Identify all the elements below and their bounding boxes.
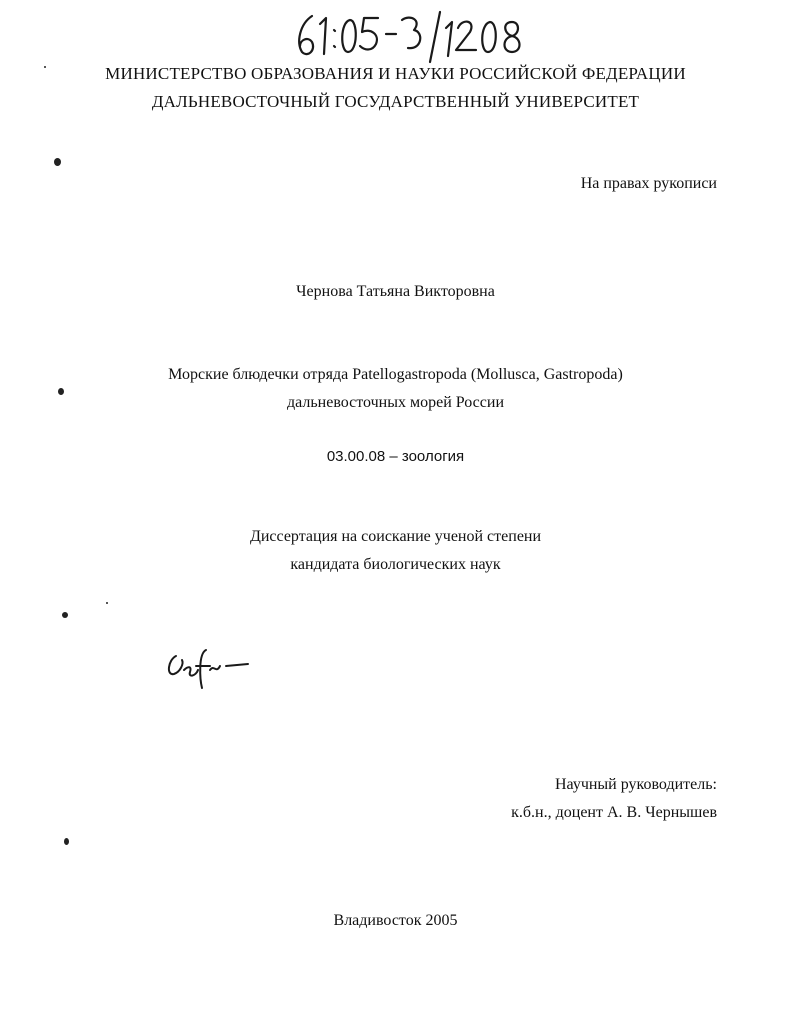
city-year: Владивосток 2005	[333, 912, 458, 929]
scan-speck	[64, 838, 69, 845]
advisor-name: к.б.н., доцент А. В. Чернышев	[511, 804, 717, 821]
scan-speck	[62, 612, 68, 618]
handwritten-archive-number	[290, 6, 530, 66]
scan-speck	[44, 66, 46, 68]
dissertation-title-line2: дальневосточных морей России	[286, 394, 504, 411]
handwritten-signature	[162, 640, 252, 690]
scan-speck	[106, 602, 108, 604]
degree-line2: кандидата биологических наук	[290, 556, 501, 573]
specialty-code: 03.00.08 – зоология	[326, 448, 465, 465]
university-heading: ДАЛЬНЕВОСТОЧНЫЙ ГОСУДАРСТВЕННЫЙ УНИВЕРСИТЕТ	[151, 92, 640, 111]
scan-speck	[54, 158, 61, 166]
author-name: Чернова Татьяна Викторовна	[296, 283, 495, 300]
ministry-heading: МИНИСТЕРСТВО ОБРАЗОВАНИЯ И НАУКИ РОССИЙСКОЙ ФЕДЕРАЦИИ	[105, 64, 686, 83]
advisor-label: Научный руководитель:	[554, 776, 717, 793]
manuscript-rights-note: На правах рукописи	[580, 175, 717, 192]
degree-line1: Диссертация на соискание ученой степени	[249, 528, 542, 545]
dissertation-title-line1: Морские блюдечки отряда Patellogastropoda (Mollusca, Gastropoda)	[168, 366, 623, 383]
scan-speck	[58, 388, 64, 395]
